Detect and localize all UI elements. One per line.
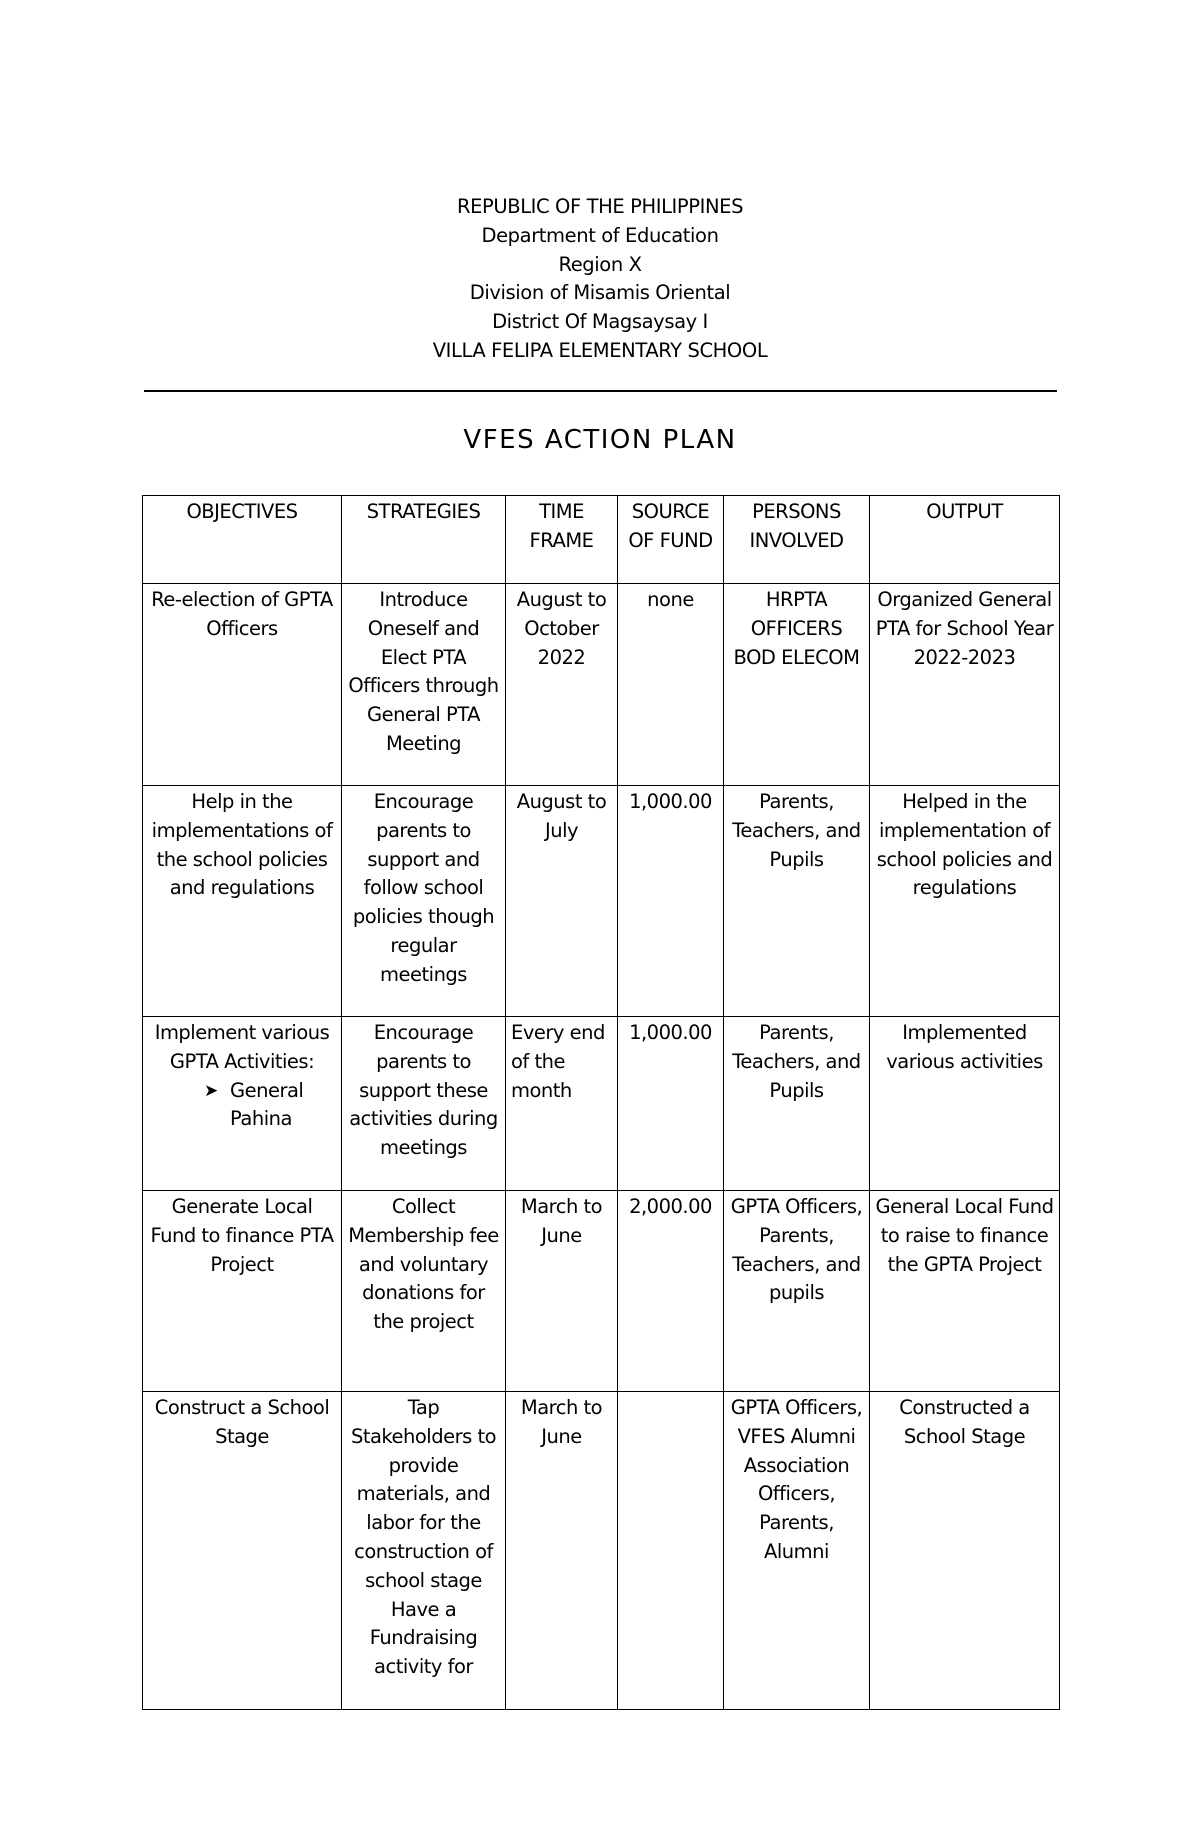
table-header-row bbox=[143, 496, 1060, 584]
cell-strategies bbox=[342, 1392, 506, 1710]
column-header-time-frame: TIME FRAME bbox=[506, 496, 618, 584]
horizontal-rule bbox=[144, 390, 1057, 392]
table-row bbox=[143, 1191, 1060, 1392]
cell-objectives: Generate Local Fund to finance PTA Project bbox=[143, 1191, 342, 1392]
header-region: Region X bbox=[558, 252, 642, 276]
cell-objectives: Construct a School Stage bbox=[143, 1392, 342, 1710]
strategies-text: Tap Stakeholders to provide materials, and labor for the construction of school stage bbox=[350, 1396, 497, 1592]
cell-time-frame: March to June bbox=[506, 1392, 618, 1710]
header-country: REPUBLIC OF THE PHILIPPINES bbox=[456, 195, 744, 218]
cell-time-frame: March to June bbox=[506, 1191, 618, 1392]
cell-output: General Local Fund to raise to finance the GPTA Project bbox=[870, 1191, 1060, 1392]
arrow-bullet-icon: ➤ bbox=[204, 1080, 218, 1101]
cell-source-of-fund: none bbox=[618, 584, 724, 786]
cell-source-of-fund: 1,000.00 bbox=[618, 786, 724, 1017]
cell-output: Helped in the implementation of school policies and regulations bbox=[870, 786, 1060, 1017]
table-row bbox=[143, 786, 1060, 1017]
document-title: VFES ACTION PLAN bbox=[463, 425, 737, 455]
cell-persons-involved: Parents, Teachers, and Pupils bbox=[724, 1017, 870, 1191]
cell-output: Organized General PTA for School Year 2022-2023 bbox=[870, 584, 1060, 786]
cell-source-of-fund: 2,000.00 bbox=[618, 1191, 724, 1392]
cell-persons-involved: HRPTA OFFICERS BOD ELECOM bbox=[724, 584, 870, 786]
objectives-text: Implement various GPTA Activities: bbox=[154, 1021, 330, 1073]
cell-objectives: Help in the implementations of the school policies and regulations bbox=[143, 786, 342, 1017]
cell-persons-involved: GPTA Officers, Parents, Teachers, and pupils bbox=[724, 1191, 870, 1392]
header-school: VILLA FELIPA ELEMENTARY SCHOOL bbox=[432, 338, 768, 362]
cell-output: Constructed a School Stage bbox=[870, 1392, 1060, 1710]
bullet-item-text: General Pahina bbox=[230, 1078, 304, 1131]
header-district: District Of Magsaysay I bbox=[492, 310, 708, 334]
cell-objectives: Re-election of GPTA Officers bbox=[143, 584, 342, 786]
column-header-persons-involved: PERSONS INVOLVED bbox=[724, 496, 870, 584]
cell-objectives bbox=[143, 1017, 342, 1191]
action-plan-table bbox=[142, 495, 1060, 1710]
objectives-bullet-item bbox=[148, 1077, 336, 1135]
cell-strategies: Introduce Oneself and Elect PTA Officers through General PTA Meeting bbox=[342, 584, 506, 786]
column-header-strategies: STRATEGIES bbox=[342, 496, 506, 584]
header-department: Department of Education bbox=[481, 223, 719, 247]
column-header-objectives: OBJECTIVES bbox=[143, 496, 342, 584]
cell-persons-involved: GPTA Officers, VFES Alumni Association Officers, Parents, Alumni bbox=[724, 1392, 870, 1710]
cell-persons-involved: Parents, Teachers, and Pupils bbox=[724, 786, 870, 1017]
column-header-output: OUTPUT bbox=[870, 496, 1060, 584]
table-row bbox=[143, 1392, 1060, 1710]
cell-strategies: Encourage parents to support these activities during meetings bbox=[342, 1017, 506, 1191]
cell-source-of-fund bbox=[618, 1392, 724, 1710]
cell-source-of-fund: 1,000.00 bbox=[618, 1017, 724, 1191]
table-row bbox=[143, 584, 1060, 786]
cell-strategies: Encourage parents to support and follow school policies though regular meetings bbox=[342, 786, 506, 1017]
cell-time-frame: Every end of the month bbox=[506, 1017, 618, 1191]
cell-time-frame: August to October 2022 bbox=[506, 584, 618, 786]
header-division: Division of Misamis Oriental bbox=[469, 281, 731, 305]
cell-output: Implemented various activities bbox=[870, 1017, 1060, 1191]
cell-time-frame: August to July bbox=[506, 786, 618, 1017]
table-row bbox=[143, 1017, 1060, 1191]
strategies-extra-text: Have a Fundraising activity for bbox=[369, 1597, 478, 1679]
column-header-source-of-fund: SOURCE OF FUND bbox=[618, 496, 724, 584]
letterhead bbox=[0, 193, 1200, 366]
cell-strategies: Collect Membership fee and voluntary donations for the project bbox=[342, 1191, 506, 1392]
